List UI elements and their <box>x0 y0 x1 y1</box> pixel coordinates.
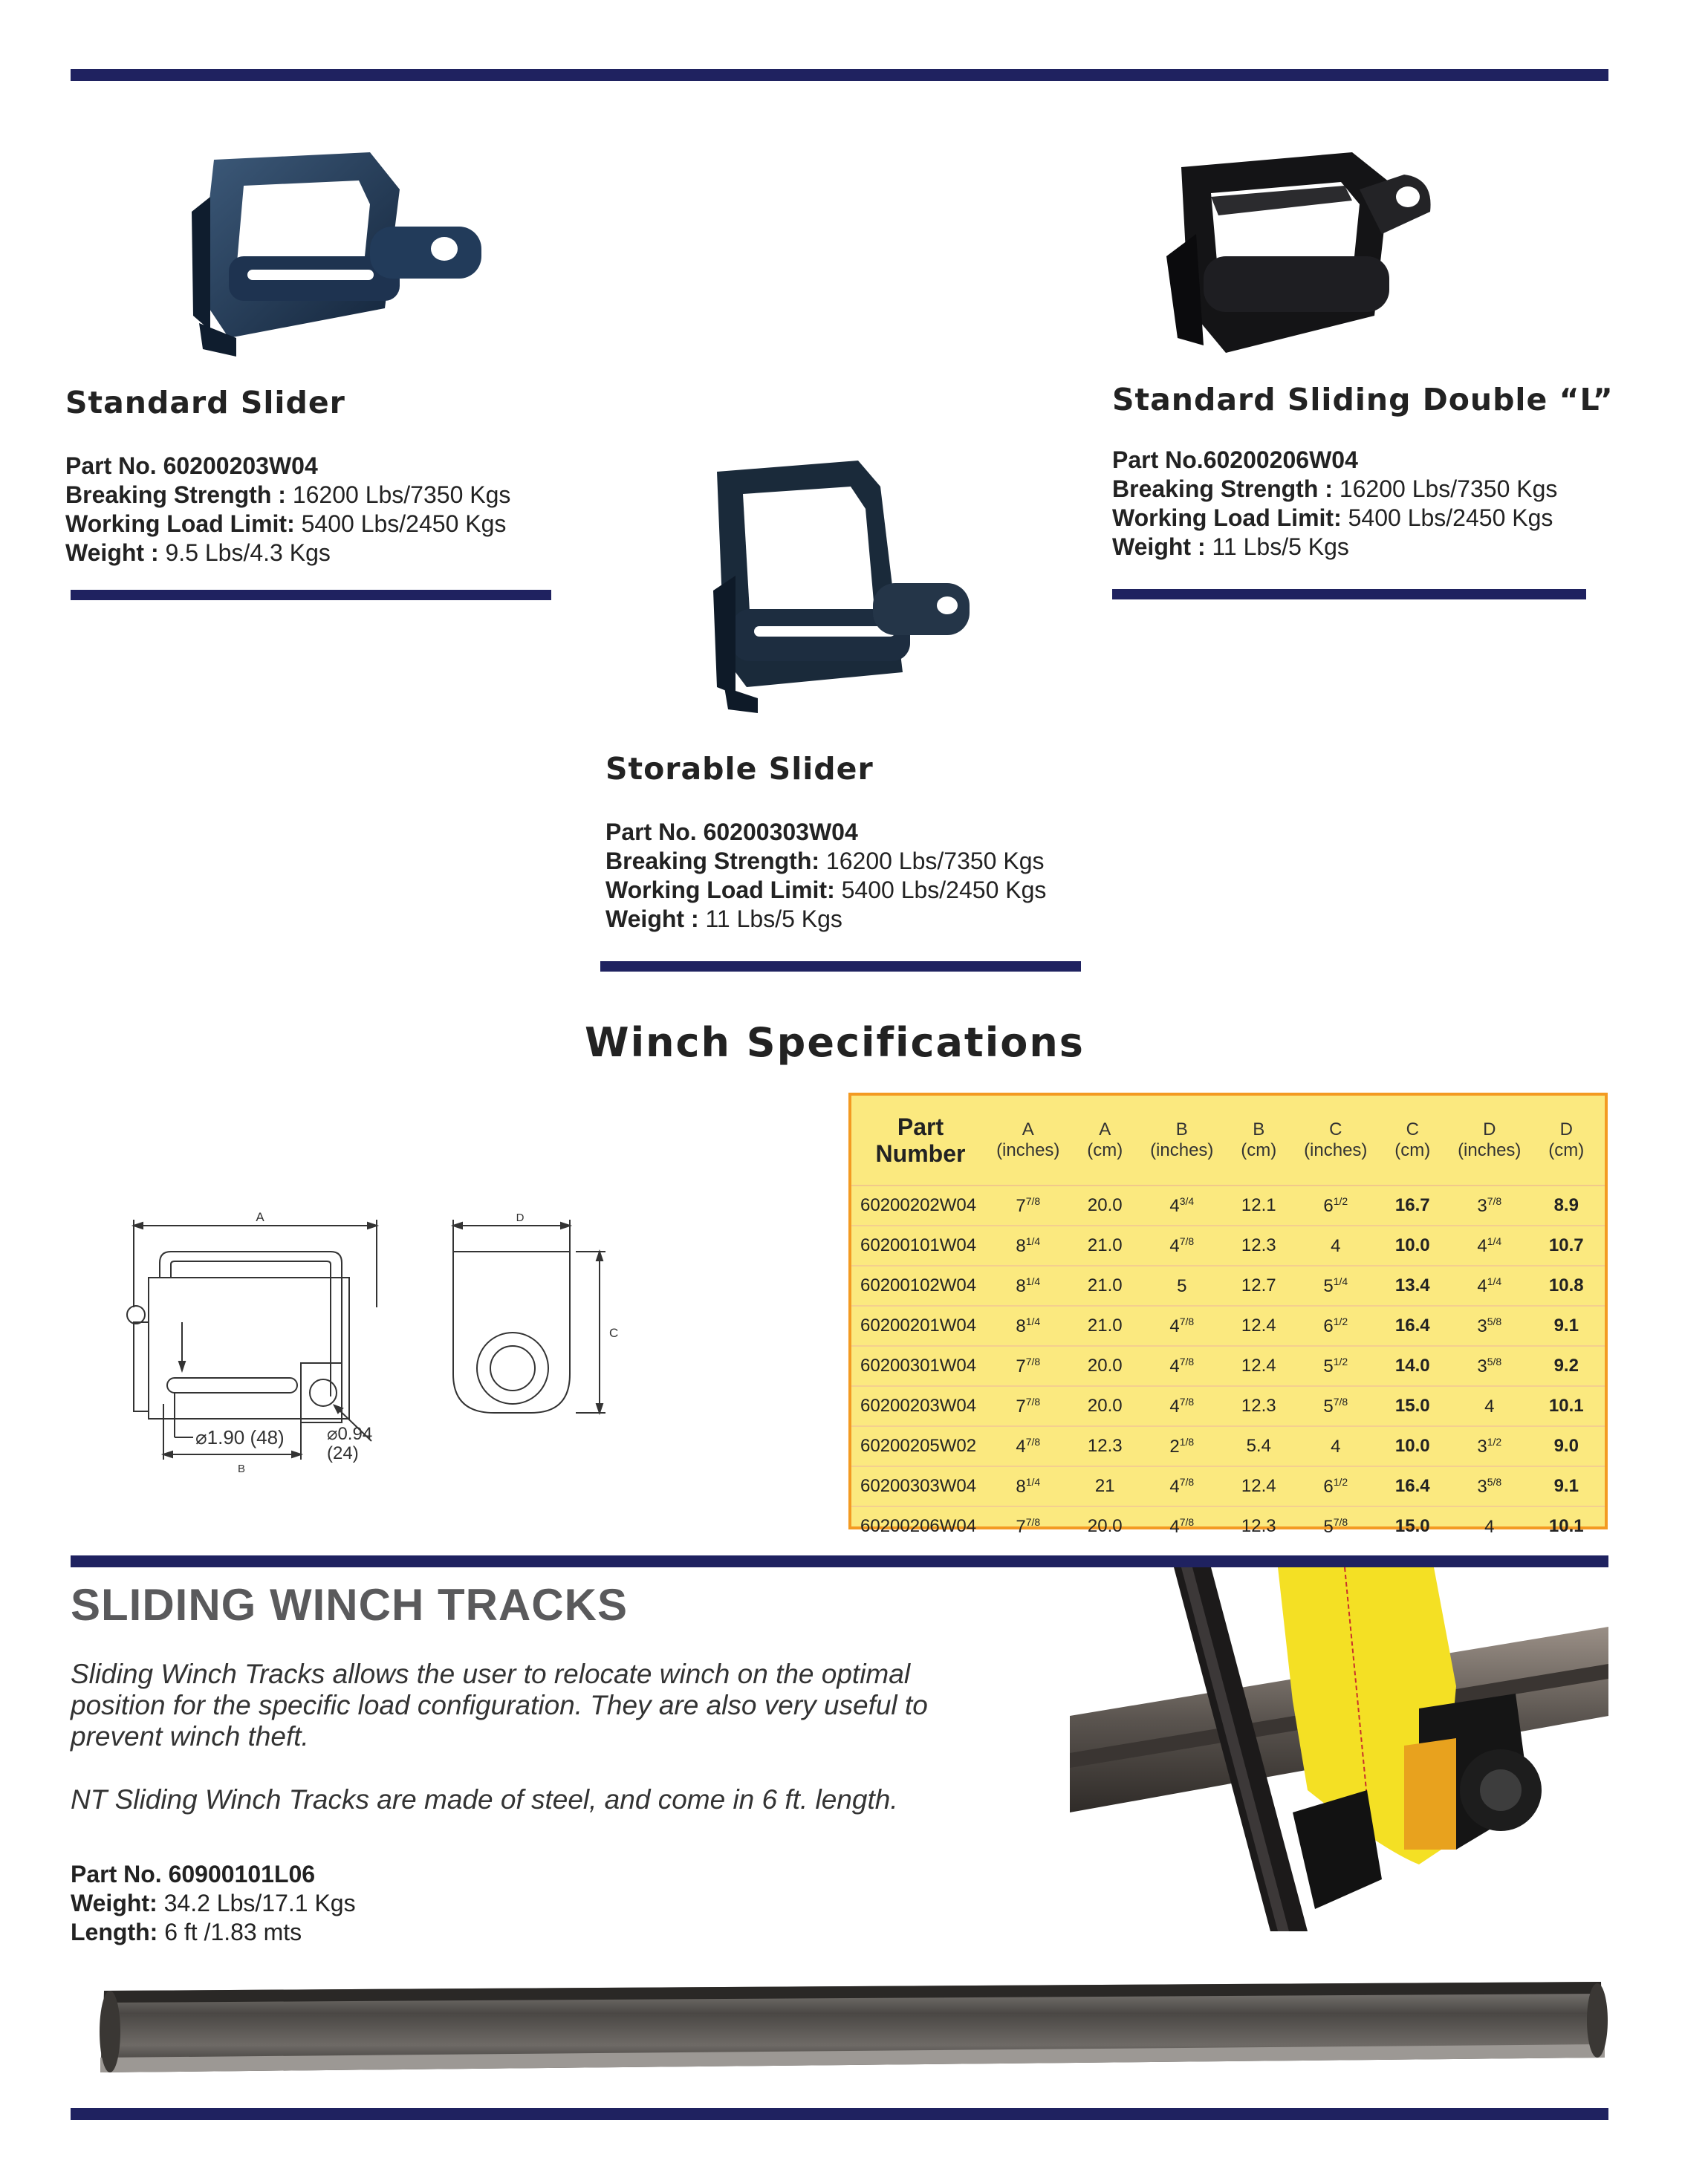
table-cell: $7^{7/8}$ <box>990 1346 1067 1386</box>
wll-label: Working Load Limit: <box>1112 504 1342 531</box>
breaking-value: 16200 Lbs/7350 Kgs <box>292 481 511 508</box>
weight-value: 34.2 Lbs/17.1 Kgs <box>163 1890 356 1916</box>
weight-label: Weight : <box>65 539 159 566</box>
col-header: A (inches) <box>990 1096 1067 1186</box>
storable-slider-rule <box>600 961 1081 972</box>
table-cell: 15.0 <box>1374 1506 1452 1546</box>
part-label: Part No. <box>605 819 697 845</box>
double-l-title: Standard Sliding Double “L” <box>1112 382 1614 417</box>
table-cell: 8.9 <box>1528 1186 1605 1226</box>
wll-value: 5400 Lbs/2450 Kgs <box>1348 504 1553 531</box>
table-cell: 4 <box>1451 1506 1528 1546</box>
table-cell: 12.3 <box>1067 1426 1144 1466</box>
table-cell: 12.7 <box>1221 1266 1298 1306</box>
double-l-slider-photo <box>1159 145 1456 368</box>
part-number-header: Part Number <box>851 1096 990 1186</box>
table-cell: $3^{5/8}$ <box>1451 1346 1528 1386</box>
table-cell: 21 <box>1067 1466 1144 1506</box>
table-cell: 4 <box>1297 1226 1374 1266</box>
part-value: 60200303W04 <box>703 819 858 845</box>
table-cell: 16.4 <box>1374 1466 1452 1506</box>
breaking-value: 16200 Lbs/7350 Kgs <box>1339 475 1558 502</box>
double-l-rule <box>1112 589 1586 599</box>
table-cell: $4^{7/8}$ <box>1143 1226 1221 1266</box>
table-row <box>851 1466 1605 1506</box>
storable-slider-photo <box>702 449 984 717</box>
col-header: C (inches) <box>1297 1096 1374 1186</box>
table-cell: 14.0 <box>1374 1346 1452 1386</box>
table-cell: 12.3 <box>1221 1386 1298 1426</box>
table-cell: $6^{1/2}$ <box>1297 1466 1374 1506</box>
table-cell: 20.0 <box>1067 1186 1144 1226</box>
dim-c-label: C <box>609 1326 619 1340</box>
table-cell: $8^{1/4}$ <box>990 1266 1067 1306</box>
part-number-cell: 60200202W04 <box>851 1186 990 1226</box>
col-header: B (cm) <box>1221 1096 1298 1186</box>
hole-dimension: ⌀0.94 <box>327 1424 373 1444</box>
table-cell: 10.1 <box>1528 1506 1605 1546</box>
table-cell: $4^{7/8}$ <box>1143 1386 1221 1426</box>
table-cell: 20.0 <box>1067 1506 1144 1546</box>
table-cell: $7^{7/8}$ <box>990 1386 1067 1426</box>
table-cell: 12.1 <box>1221 1186 1298 1226</box>
col-header: A (cm) <box>1067 1096 1144 1186</box>
slot-dimension: ⌀1.90 (48) <box>195 1426 285 1448</box>
table-cell: 4 <box>1451 1386 1528 1426</box>
table-cell: 13.4 <box>1374 1266 1452 1306</box>
standard-slider-photo <box>184 145 489 360</box>
wll-value: 5400 Lbs/2450 Kgs <box>841 877 1047 903</box>
dim-b-label: B <box>237 1463 246 1475</box>
breaking-label: Breaking Strength : <box>65 481 286 508</box>
weight-label: Weight: <box>71 1890 158 1916</box>
table-cell: $8^{1/4}$ <box>990 1466 1067 1506</box>
part-value: 60200203W04 <box>163 452 318 479</box>
part-number-cell: 60200101W04 <box>851 1226 990 1266</box>
wll-label: Working Load Limit: <box>605 877 835 903</box>
table-cell: $3^{1/2}$ <box>1451 1426 1528 1466</box>
part-number-cell: 60200203W04 <box>851 1386 990 1426</box>
table-cell: 9.2 <box>1528 1346 1605 1386</box>
standard-slider-title: Standard Slider <box>65 385 345 420</box>
table-cell: 15.0 <box>1374 1386 1452 1426</box>
table-cell: $7^{7/8}$ <box>990 1186 1067 1226</box>
tracks-specs <box>71 1860 356 1947</box>
table-cell: 16.4 <box>1374 1306 1452 1346</box>
table-cell: 21.0 <box>1067 1226 1144 1266</box>
wll-value: 5400 Lbs/2450 Kgs <box>301 510 507 537</box>
winch-dimension-diagram <box>115 1211 635 1500</box>
table-row <box>851 1266 1605 1306</box>
top-rule <box>71 69 1608 81</box>
table-cell: $5^{1/2}$ <box>1297 1346 1374 1386</box>
table-cell: $4^{1/4}$ <box>1451 1266 1528 1306</box>
table-cell: 20.0 <box>1067 1346 1144 1386</box>
part-value: 60200206W04 <box>1203 446 1358 473</box>
winch-track-installed-photo <box>1070 1567 1608 1931</box>
table-cell: $6^{1/2}$ <box>1297 1186 1374 1226</box>
table-cell: $4^{7/8}$ <box>1143 1346 1221 1386</box>
winch-spec-table <box>848 1093 1608 1537</box>
part-label: Part No. <box>71 1861 162 1887</box>
table-cell: $4^{7/8}$ <box>990 1426 1067 1466</box>
part-number-cell: 60200102W04 <box>851 1266 990 1306</box>
storable-slider-title: Storable Slider <box>605 751 874 787</box>
winch-specs-title: Winch Specifications <box>585 1019 1085 1066</box>
col-header: B (inches) <box>1143 1096 1221 1186</box>
breaking-value: 16200 Lbs/7350 Kgs <box>825 848 1045 874</box>
table-cell: $2^{1/8}$ <box>1143 1426 1221 1466</box>
table-cell: 9.0 <box>1528 1426 1605 1466</box>
table-row <box>851 1386 1605 1426</box>
table-cell: $7^{7/8}$ <box>990 1506 1067 1546</box>
breaking-label: Breaking Strength : <box>1112 475 1333 502</box>
col-header: C (cm) <box>1374 1096 1452 1186</box>
part-number-cell: 60200205W02 <box>851 1426 990 1466</box>
table-cell: $4^{7/8}$ <box>1143 1506 1221 1546</box>
storable-slider-specs <box>605 818 1046 934</box>
weight-label: Weight : <box>605 905 699 932</box>
table-cell: $4^{7/8}$ <box>1143 1306 1221 1346</box>
part-number-cell: 60200303W04 <box>851 1466 990 1506</box>
dim-d-label: D <box>516 1212 525 1224</box>
table-header-row <box>851 1096 1605 1186</box>
table-cell: $5^{7/8}$ <box>1297 1386 1374 1426</box>
table-cell: $3^{7/8}$ <box>1451 1186 1528 1226</box>
winch-track-photo <box>97 1976 1608 2080</box>
table-cell: 20.0 <box>1067 1386 1144 1426</box>
weight-value: 11 Lbs/5 Kgs <box>1212 533 1349 560</box>
table-cell: $6^{1/2}$ <box>1297 1306 1374 1346</box>
table-row <box>851 1306 1605 1346</box>
dim-a-label: A <box>256 1211 264 1224</box>
table-cell: 12.4 <box>1221 1346 1298 1386</box>
table-cell: $8^{1/4}$ <box>990 1306 1067 1346</box>
col-header: D (cm) <box>1528 1096 1605 1186</box>
table-cell: 16.7 <box>1374 1186 1452 1226</box>
table-cell: $3^{5/8}$ <box>1451 1306 1528 1346</box>
table-cell: 10.1 <box>1528 1386 1605 1426</box>
tracks-top-rule <box>71 1555 1608 1567</box>
table-cell: 9.1 <box>1528 1466 1605 1506</box>
table-row <box>851 1426 1605 1466</box>
col-header: D (inches) <box>1451 1096 1528 1186</box>
length-label: Length: <box>71 1919 158 1945</box>
table-cell: $4^{3/4}$ <box>1143 1186 1221 1226</box>
table-cell: 4 <box>1297 1426 1374 1466</box>
part-number-cell: 60200301W04 <box>851 1346 990 1386</box>
part-number-cell: 60200201W04 <box>851 1306 990 1346</box>
table-cell: 10.0 <box>1374 1426 1452 1466</box>
table-cell: 5.4 <box>1221 1426 1298 1466</box>
table-cell: 10.8 <box>1528 1266 1605 1306</box>
wll-label: Working Load Limit: <box>65 510 295 537</box>
table-row <box>851 1506 1605 1546</box>
table-cell: $5^{7/8}$ <box>1297 1506 1374 1546</box>
standard-slider-specs <box>65 452 510 568</box>
hole-dimension-mm: (24) <box>327 1443 359 1463</box>
table-cell: 9.1 <box>1528 1306 1605 1346</box>
table-row <box>851 1226 1605 1266</box>
table-cell: 12.3 <box>1221 1226 1298 1266</box>
table-cell: 5 <box>1143 1266 1221 1306</box>
double-l-specs <box>1112 446 1557 562</box>
table-cell: 21.0 <box>1067 1266 1144 1306</box>
breaking-label: Breaking Strength: <box>605 848 820 874</box>
table-cell: $5^{1/4}$ <box>1297 1266 1374 1306</box>
standard-slider-rule <box>71 590 551 600</box>
weight-label: Weight : <box>1112 533 1206 560</box>
tracks-description-2: NT Sliding Winch Tracks are made of steel, and come in 6 ft. length. <box>71 1784 898 1815</box>
weight-value: 9.5 Lbs/4.3 Kgs <box>165 539 331 566</box>
bottom-rule <box>71 2108 1608 2120</box>
table-cell: $4^{7/8}$ <box>1143 1466 1221 1506</box>
tracks-title: SLIDING WINCH TRACKS <box>71 1580 628 1630</box>
table-cell: 10.0 <box>1374 1226 1452 1266</box>
part-label: Part No. <box>1112 446 1204 473</box>
table-cell: 12.3 <box>1221 1506 1298 1546</box>
table-cell: 10.7 <box>1528 1226 1605 1266</box>
table-cell: 12.4 <box>1221 1306 1298 1346</box>
part-value: 60900101L06 <box>168 1861 316 1887</box>
tracks-description: Sliding Winch Tracks allows the user to relocate winch on the optimal position for the specific load configuration. They are also very useful to prevent winch theft. <box>71 1659 928 1752</box>
table-row <box>851 1346 1605 1386</box>
part-label: Part No. <box>65 452 157 479</box>
table-row <box>851 1186 1605 1226</box>
table-cell: 12.4 <box>1221 1466 1298 1506</box>
table-cell: $8^{1/4}$ <box>990 1226 1067 1266</box>
table-cell: $4^{1/4}$ <box>1451 1226 1528 1266</box>
weight-value: 11 Lbs/5 Kgs <box>705 905 842 932</box>
length-value: 6 ft /1.83 mts <box>164 1919 302 1945</box>
table-cell: $3^{5/8}$ <box>1451 1466 1528 1506</box>
part-number-cell: 60200206W04 <box>851 1506 990 1546</box>
table-cell: 21.0 <box>1067 1306 1144 1346</box>
